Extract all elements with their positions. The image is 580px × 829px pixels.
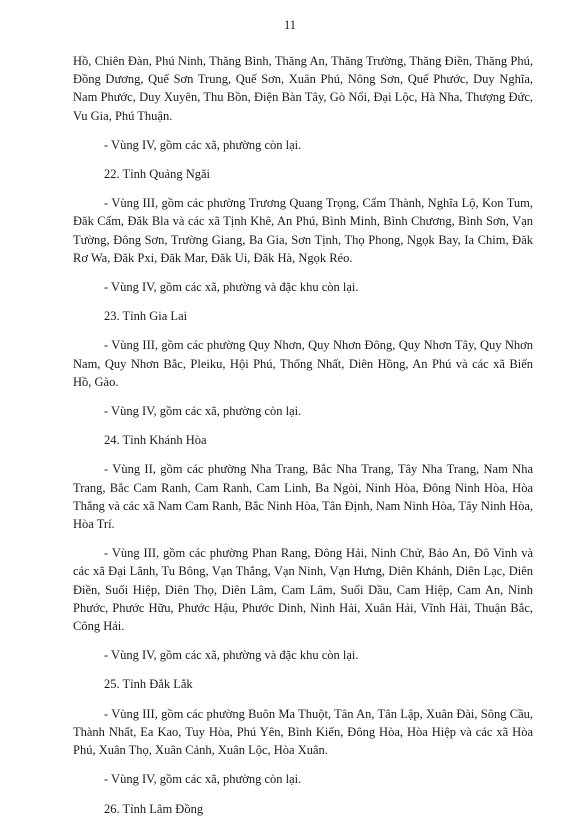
list-item-paragraph: - Vùng III, gồm các phường Buôn Ma Thuột, Tân An, Tân Lập, Xuân Đài, Sông Cầu, Thành Nhất, Ea Kao, Tuy Hòa, Phú Yên, Bình Kiến, Đông Hòa, Hòa Hiệp và các xã Hòa Phú, Xuân Thọ, Xuân Cảnh, Xuân Lộc, Hòa Xuân. <box>73 706 533 758</box>
list-item-paragraph: - Vùng IV, gồm các xã, phường còn lại. <box>104 404 302 419</box>
list-item-paragraph: - Vùng IV, gồm các xã, phường còn lại. <box>104 772 302 787</box>
section-heading: 26. Tỉnh Lâm Đồng <box>104 801 204 816</box>
list-item-paragraph: - Vùng IV, gồm các xã, phường còn lại. <box>104 137 302 152</box>
document-body <box>73 52 533 829</box>
section-heading: 23. Tỉnh Gia Lai <box>104 309 188 324</box>
section-heading: 22. Tỉnh Quảng Ngãi <box>104 167 211 182</box>
section-heading: 24. Tỉnh Khánh Hòa <box>104 433 207 448</box>
page-number: 11 <box>283 18 297 32</box>
list-item-paragraph: - Vùng IV, gồm các xã, phường và đặc khu còn lại. <box>104 648 359 663</box>
list-item-paragraph: - Vùng II, gồm các phường Nha Trang, Bắc Nha Trang, Tây Nha Trang, Nam Nha Trang, Bắc Cam Ranh, Cam Ranh, Cam Linh, Ba Ngòi, Ninh Hòa, Đông Ninh Hòa, Hòa Thắng và các xã Nam Cam Ranh, Bắc Ninh Hòa, Tân Định, Nam Ninh Hòa, Tây Ninh Hòa, Hòa Trí. <box>73 462 533 532</box>
list-item-paragraph: - Vùng III, gồm các phường Quy Nhơn, Quy Nhơn Đông, Quy Nhơn Tây, Quy Nhơn Nam, Quy Nhơn Bắc, Pleiku, Hội Phú, Thống Nhất, Diên Hồng, An Phú và các xã Biển Hồ, Gào. <box>73 338 533 389</box>
list-item-paragraph: - Vùng III, gồm các phường Trương Quang Trọng, Cẩm Thành, Nghĩa Lộ, Kon Tum, Đăk Cấm, Đăk Bla và các xã Tịnh Khê, An Phú, Bình Minh, Bình Chương, Bình Sơn, Vạn Tường, Đông Sơn, Trường Giang, Ba Gia, Sơn Tịnh, Thọ Phong, Ngọk Bay, Ia Chim, Đăk Rơ Wa, Đăk Pxi, Đăk Mar, Đăk Ui, Đăk Hà, Ngọk Réo. <box>73 196 533 265</box>
continued-paragraph: Hồ, Chiên Đàn, Phú Ninh, Thăng Bình, Thăng An, Thăng Trường, Thăng Điền, Thăng Phú, Đồng Dương, Quế Sơn Trung, Quế Sơn, Xuân Phú, Nông Sơn, Quế Phước, Duy Nghĩa, Nam Phước, Duy Xuyên, Thu Bồn, Điện Bàn Tây, Gò Nổi, Đại Lộc, Hà Nha, Thượng Đức, Vu Gia, Phú Thuận. <box>73 54 533 123</box>
list-item-paragraph: - Vùng IV, gồm các xã, phường và đặc khu còn lại. <box>104 280 359 295</box>
list-item-paragraph: - Vùng III, gồm các phường Phan Rang, Đông Hải, Ninh Chử, Bảo An, Đô Vinh và các xã Đại Lãnh, Tu Bông, Vạn Thắng, Vạn Ninh, Vạn Hưng, Diên Khánh, Diên Lạc, Diên Điền, Suối Hiệp, Diên Thọ, Diên Lâm, Cam Lâm, Suối Dầu, Cam Hiệp, Cam An, Ninh Phước, Phước Hữu, Phước Hậu, Phước Dinh, Ninh Hải, Xuân Hải, Vĩnh Hải, Thuận Bắc, Công Hải. <box>73 546 533 634</box>
section-heading: 25. Tỉnh Đắk Lắk <box>104 677 193 692</box>
